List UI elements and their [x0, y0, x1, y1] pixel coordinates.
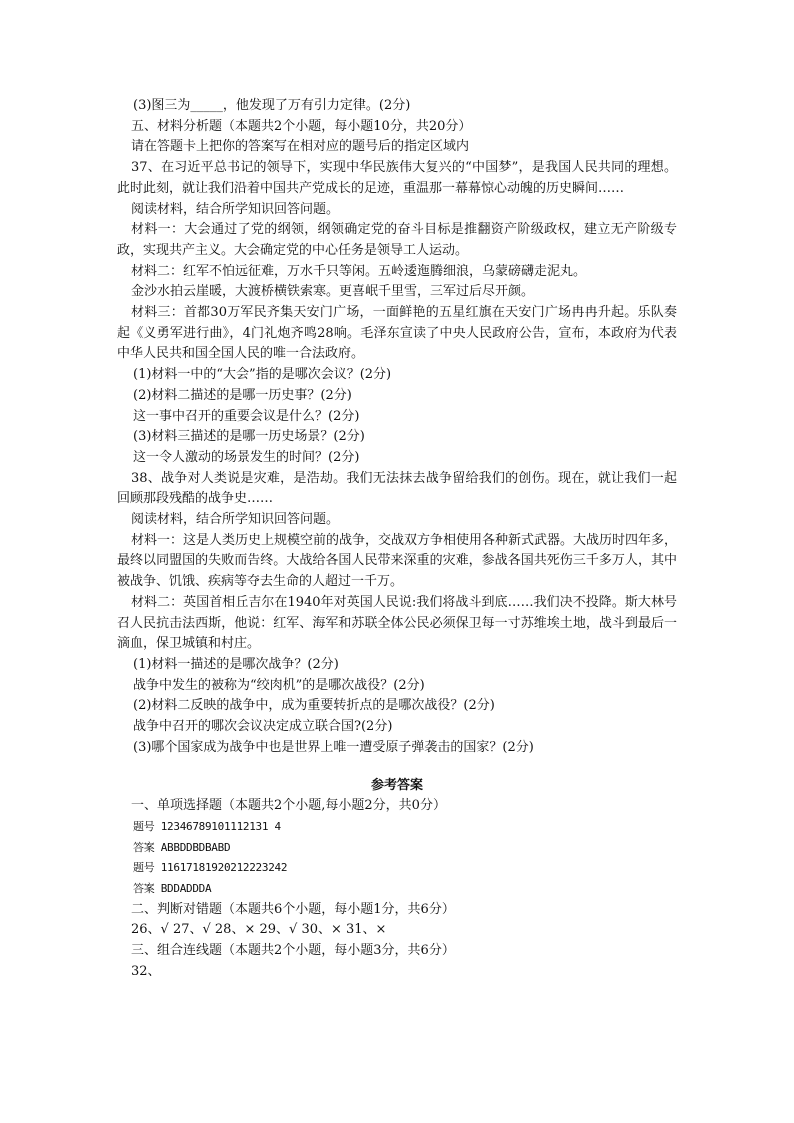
question-37-material-2a: 材料二：红军不怕远征难，万水千只等闲。五岭逶迤腾细浪，乌蒙磅礴走泥丸。 — [131, 263, 587, 279]
answer-section-2: 二、判断对错题（本题共6个小题，每小题1分，共6分） — [131, 901, 455, 917]
question-38-material-2: 材料二：英国首相丘吉尔在1940年对英国人民说:我们将战斗到底……我们决不投降。斯大林号召人民抗击法西斯，他说：红军、海军和苏联全体公民必须保卫每一寸苏维埃土地，战斗到最后一滴血，保卫城镇和村庄。 — [117, 594, 677, 652]
answer-numbers-2: 题号 11617181920212223242 — [133, 861, 288, 875]
question-38-sub-2b: 战争中召开的哪次会议决定成立联合国?(2分) — [133, 719, 393, 735]
question-37-sub-3: (3)材料三描述的是哪一历史场景？(2分) — [133, 429, 365, 445]
question-38-read: 阅读材料，结合所学知识回答问题。 — [131, 512, 340, 528]
question-37-sub-2b: 这一事中召开的重要会议是什么？(2分) — [133, 408, 360, 424]
question-38-sub-1b: 战争中发生的被称为“绞肉机”的是哪次战役？(2分) — [133, 677, 425, 693]
question-38-sub-2: (2)材料二反映的战争中，成为重要转折点的是哪次战役？(2分) — [133, 698, 495, 714]
question-38-material-1: 材料一：这是人类历史上规模空前的战争，交战双方争相使用各种新式武器。大战历时四年多，最终以同盟国的失败而告终。大战给各国人民带来深重的灾难，参战各国共死伤三千多万人，其中被战争、饥饿、疾病等夺去生命的人超过一千万。 — [117, 532, 678, 590]
question-37-material-3: 材料三：首都30万军民齐集天安门广场，一面鲜艳的五星红旗在天安门广场冉冉升起。乐队奏起《义勇军进行曲》，4门礼炮齐鸣28响。毛泽东宣读了中央人民政府公告，宣布，本政府为代表中华人民共和国全国人民的唯一合法政府。 — [117, 305, 677, 362]
answer-section-1: 一、单项选择题（本题共2个小题,每小题2分，共0分） — [131, 798, 446, 814]
answer-section-3: 三、组合连线题（本题共2个小题，每小题3分，共6分） — [131, 943, 455, 959]
question-37-sub-3b: 这一令人激动的场景发生的时间？(2分) — [133, 449, 360, 465]
question-38-sub-1: (1)材料一描述的是哪次战争？(2分) — [133, 656, 339, 672]
instruction: 请在答题卡上把你的答案写在相对应的题号后的指定区域内 — [131, 139, 470, 155]
section-5-heading: 五、材料分析题（本题共2个小题，每小题10分，共20分） — [131, 118, 472, 134]
answer-numbers-1: 题号 12346789101112131 4 — [133, 819, 281, 833]
question-36-3: (3)图三为_____，他发现了万有引力定律。(2分) — [133, 98, 411, 113]
question-37-read: 阅读材料，结合所学知识回答问题。 — [131, 201, 340, 217]
answer-true-false: 26、√ 27、√ 28、× 29、√ 30、× 31、× — [131, 922, 387, 938]
question-37-sub-1: (1)材料一中的“大会”指的是哪次会议？(2分) — [133, 367, 392, 383]
question-38-sub-3: (3)哪个国家成为战争中也是世界上唯一遭受原子弹袭击的国家？(2分) — [133, 739, 534, 755]
question-37-intro: 37、在习近平总书记的领导下，实现中华民族伟大复兴的“中国梦”，是我国人民共同的理想。此时此刻，就让我们沿着中国共产党成长的足迹，重温那一幕幕惊心动魄的历史瞬间…… — [117, 160, 677, 196]
question-38-intro: 38、战争对人类说是灾难，是浩劫。我们无法抹去战争留给我们的创伤。现在，就让我们一起回顾那段残酷的战争史…… — [117, 470, 677, 507]
answer-values-1: 答案 ABBDDBDBABD — [133, 840, 231, 854]
question-37-material-1: 材料一：大会通过了党的纲领，纲领确定党的奋斗目标是推翻资产阶级政权，建立无产阶级专政，实现共产主义。大会确定党的中心任务是领导工人运动。 — [117, 222, 677, 258]
question-37-sub-2: (2)材料二描述的是哪一历史事？(2分) — [133, 387, 352, 403]
answer-32: 32、 — [131, 963, 161, 979]
question-37-material-2b: 金沙水拍云崖暖，大渡桥横铁索寒。更喜岷千里雪，三军过后尽开颜。 — [131, 284, 535, 300]
exam-page — [117, 96, 677, 983]
answer-key-title: 参考答案 — [370, 777, 423, 793]
answer-values-2: 答案 BDDADDDA — [133, 882, 212, 896]
